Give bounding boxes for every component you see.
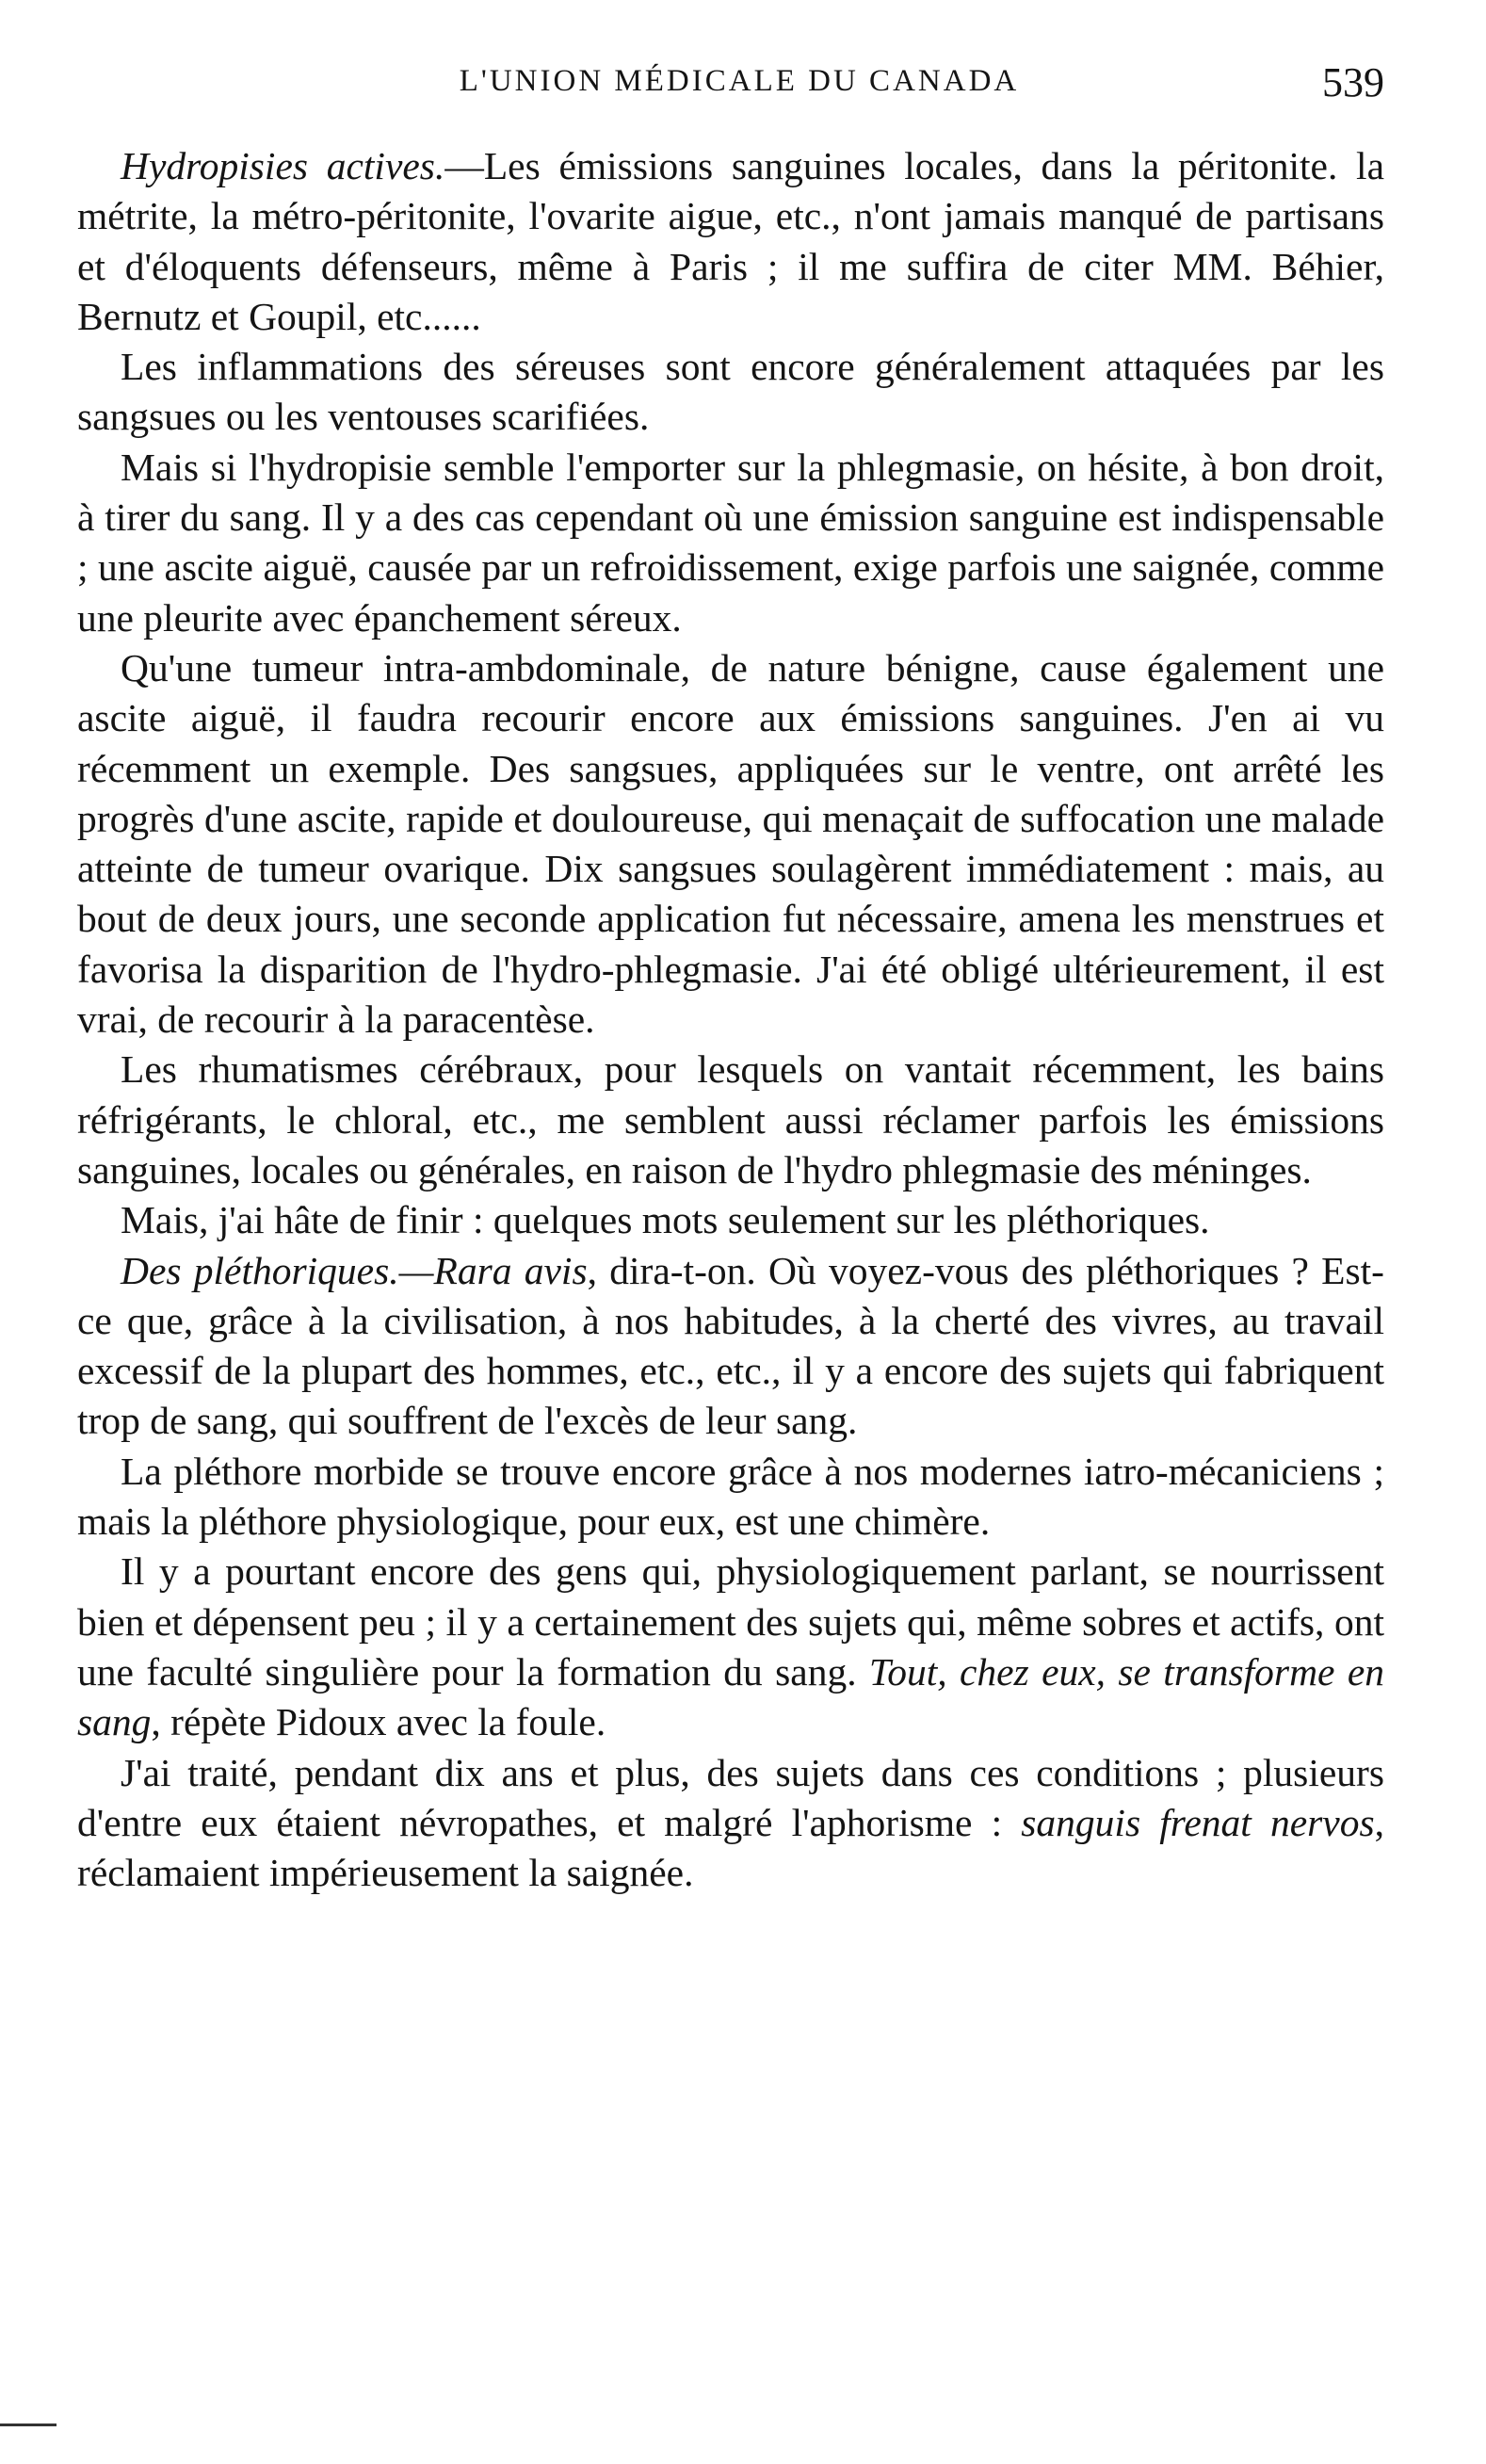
running-title: L'UNION MÉDICALE DU CANADA (459, 64, 1020, 98)
paragraph-text: Mais si l'hydropisie semble l'emporter sur la phlegmasie, on hésite, à bon droit, à tirer du sang. Il y a des cas cependant où une émission sanguine est indispensable ; une ascite aiguë, causée par un refroidissement, exige parfois une saignée, comme une pleurite avec épanchement séreux. (77, 445, 1384, 640)
paragraph-text: Les rhumatismes cérébraux, pour lesquels on vantait récemment, les bains réfrigérants, le chloral, etc., me semblent aussi réclamer parfois les émissions sanguines, locales ou générales, en raison de l'hydro phlegmasie des méninges. (77, 1047, 1384, 1191)
bottom-rule (0, 2423, 57, 2426)
paragraph-hate-de-finir (77, 1195, 1384, 1245)
paragraph-text: La pléthore morbide se trouve encore grâce à nos modernes iatro-mécaniciens ; mais la pléthore physiologique, pour eux, est une chimère. (77, 1449, 1384, 1544)
paragraph-text: J'ai traité, pendant dix ans et plus, des sujets dans ces conditions ; plusieurs d'entre eux étaient névropathes, et malgré l'aphorisme : (77, 1750, 1384, 1844)
paragraph-text: , dira-t-on. Où voyez-vous des pléthoriques ? Est-ce que, grâce à la civilisation, à nos habitudes, à la cherté des vivres, au travail excessif de la plupart des hommes, etc., etc., il y a encore des sujets qui fabriquent trop de sang, qui souffrent de l'excès de leur sang. (77, 1248, 1384, 1443)
text-body (77, 141, 1384, 1898)
paragraph-tumeur-intra-abdominale (77, 643, 1384, 1045)
paragraph-text: Qu'une tumeur intra-ambdominale, de nature bénigne, cause également une ascite aiguë, il faudra recourir encore aux émissions sanguines. J'en ai vu récemment un exemple. Des sangsues, appliquées sur le ventre, ont arrêté les progrès d'une ascite, rapide et douloureuse, qui menaçait de suffocation une malade atteinte de tumeur ovarique. Dix sangsues soulagèrent immédiatement : mais, au bout de deux jours, une seconde application fut nécessaire, amena les menstrues et favorisa la disparition de l'hydro-phlegmasie. J'ai été obligé ultérieurement, il est vrai, de recourir à la paracentèse. (77, 645, 1384, 1042)
paragraph-hydropisies-actives (77, 141, 1384, 342)
paragraph-text: Il y a pourtant encore des gens qui, physiologiquement parlant, se nourrissent bien et dépensent peu ; il y a certainement des sujets qui, même sobres et actifs, ont une faculté singulière pour la formation du sang. (77, 1549, 1384, 1694)
section-lead-des-plethoriques: Des pléthoriques.—Rara avis (121, 1248, 588, 1292)
paragraph-des-plethoriques (77, 1246, 1384, 1447)
paragraph-text: —Les émissions sanguines locales, dans la péritonite. la métrite, la métro-péritonite, l'ovarite aigue, etc., n'ont jamais manqué de partisans et d'éloquents défenseurs, même à Paris ; il me suffira de citer MM. Béhier, Bernutz et Goupil, etc...... (77, 144, 1384, 338)
section-lead-hydropisies-actives: Hydropisies actives. (121, 144, 445, 187)
paragraph-plethore-morbide (77, 1447, 1384, 1548)
page-number: 539 (1322, 59, 1384, 105)
italic-quotation: Tout, chez eux, se transforme en sang (77, 1649, 1384, 1744)
paragraph-text: Les inflammations des séreuses sont encore généralement attaquées par les sangsues ou les ventouses scarifiées. (77, 345, 1384, 439)
paragraph-rhumatismes-cerebraux (77, 1045, 1384, 1195)
paragraph-inflammations-sereuses (77, 342, 1384, 443)
paragraph-text: Mais, j'ai hâte de finir : quelques mots seulement sur les pléthoriques. (121, 1198, 1210, 1242)
paragraph-text-tail: , réclamaient impérieusement la saignée. (77, 1800, 1384, 1895)
paragraph-aphorisme (77, 1748, 1384, 1899)
paragraph-formation-du-sang (77, 1547, 1384, 1747)
paragraph-hydropisie-phlegmasie (77, 443, 1384, 643)
paragraph-text-tail: , répète Pidoux avec la foule. (151, 1700, 606, 1744)
italic-aphorism: sanguis frenat nervos (1002, 1800, 1375, 1844)
running-head (94, 58, 1384, 115)
